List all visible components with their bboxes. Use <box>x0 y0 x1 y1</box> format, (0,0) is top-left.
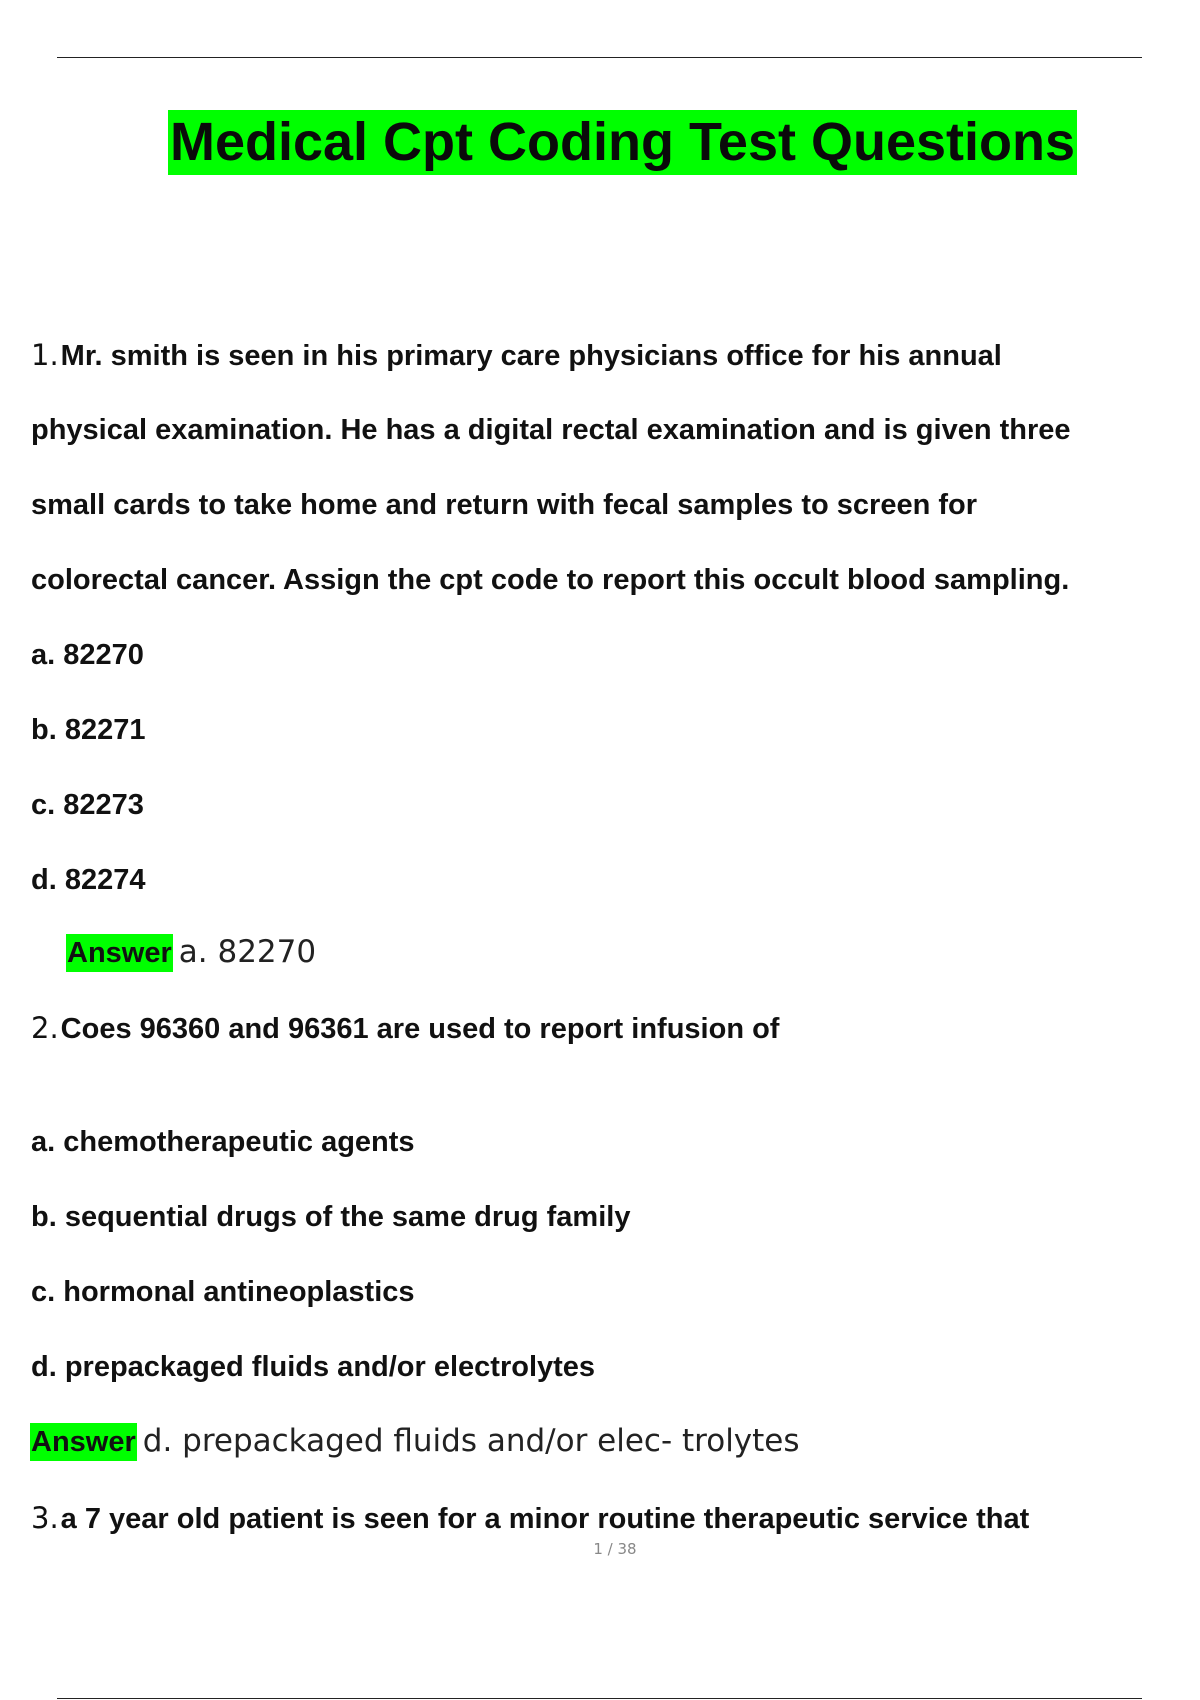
question-2-option-c: c. hormonal antineoplastics <box>31 1276 415 1308</box>
question-1-text-1: Mr. smith is seen in his primary care physicians office for his annual <box>60 340 1002 372</box>
top-rule <box>57 57 1142 58</box>
answer-label: Answer <box>30 1423 137 1461</box>
answer-text: d. prepackaged fluids and/or elec- trolytes <box>142 1423 800 1459</box>
answer-text: a. 82270 <box>178 934 317 970</box>
question-1-option-b: b. 82271 <box>31 714 146 746</box>
question-1-answer <box>66 933 316 972</box>
question-1-number: 1. <box>31 338 59 372</box>
question-2-option-a: a. chemotherapeutic agents <box>31 1126 415 1158</box>
question-2-number: 2. <box>31 1011 59 1045</box>
question-1-line-1 <box>31 338 1002 373</box>
question-3-line-1 <box>31 1501 1029 1536</box>
question-1-option-d: d. 82274 <box>31 864 146 896</box>
question-3-number: 3. <box>31 1501 59 1535</box>
question-1-line-4: colorectal cancer. Assign the cpt code to report this occult blood sampling. <box>31 564 1070 596</box>
question-2-option-b: b. sequential drugs of the same drug family <box>31 1201 631 1233</box>
question-2-option-d: d. prepackaged fluids and/or electrolytes <box>31 1351 596 1383</box>
question-3-text-1: a 7 year old patient is seen for a minor routine therapeutic service that <box>60 1503 1030 1535</box>
question-1-line-3: small cards to take home and return with fecal samples to screen for <box>31 489 978 521</box>
page-indicator: 1 / 38 <box>593 1540 637 1558</box>
answer-label: Answer <box>66 934 173 972</box>
bottom-rule <box>57 1698 1142 1699</box>
question-2-answer <box>30 1422 800 1461</box>
question-2-text-1: Coes 96360 and 96361 are used to report infusion of <box>60 1013 780 1045</box>
question-1-option-a: a. 82270 <box>31 639 144 671</box>
question-2-line-1 <box>31 1011 779 1046</box>
title-block <box>0 110 1200 175</box>
question-1-option-c: c. 82273 <box>31 789 144 821</box>
question-1-line-2: physical examination. He has a digital rectal examination and is given three <box>31 414 1071 446</box>
document-title: Medical Cpt Coding Test Questions <box>168 110 1077 175</box>
